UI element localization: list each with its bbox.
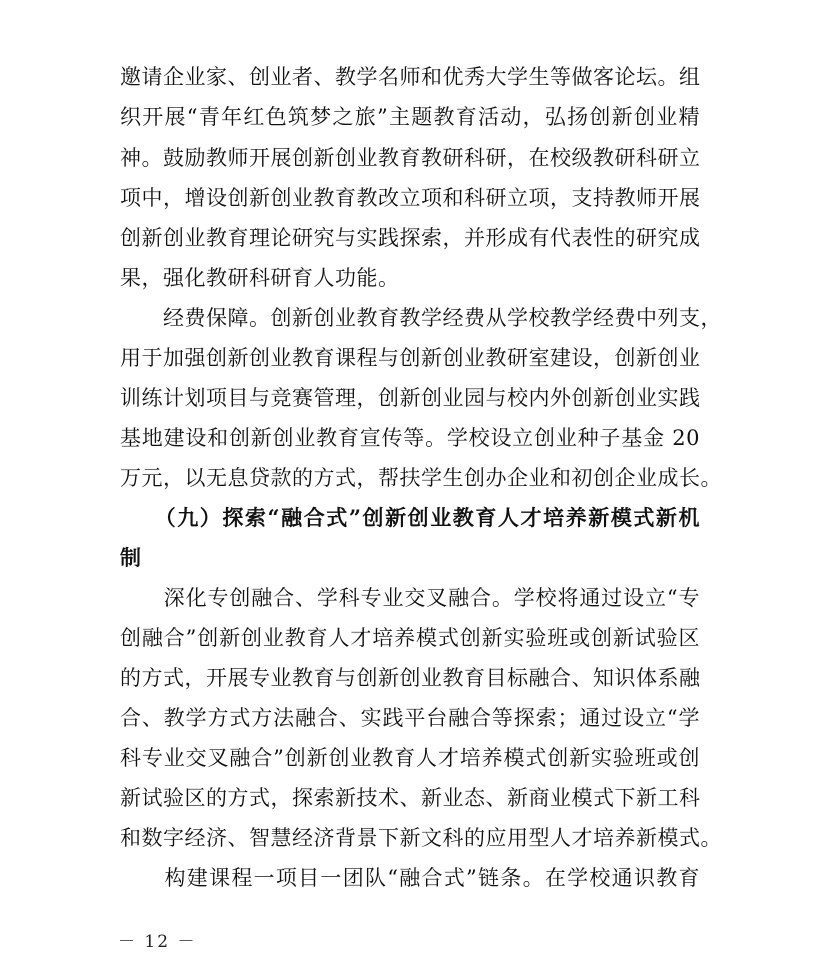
body-text-line: 创融合”创新创业教育人才培养模式创新实验班或创新试验区 [120, 626, 700, 650]
body-text-line: 用于加强创新创业教育课程与创新创业教研室建设，创新创业 [120, 346, 701, 370]
body-text-line: 的方式，开展专业教育与创新创业教育目标融合、知识体系融 [120, 666, 701, 690]
body-text-line: 万元，以无息贷款的方式，帮扶学生创办企业和初创企业成长。 [120, 466, 722, 490]
body-text-line: 神。鼓励教师开展创新创业教育教研科研，在校级教研科研立 [120, 146, 701, 170]
body-text-line: 新试验区的方式，探索新技术、新业态、新商业模式下新工科 [120, 786, 701, 810]
body-text-line: 科专业交叉融合”创新创业教育人才培养模式创新实验班或创 [120, 746, 700, 770]
body-text-line: 训练计划项目与竞赛管理，创新创业园与校内外创新创业实践 [120, 386, 701, 410]
body-text-line: 创新创业教育理论研究与实践探索，并形成有代表性的研究成 [120, 226, 701, 250]
body-text-line: 合、教学方式方法融合、实践平台融合等探索；通过设立“学 [120, 706, 700, 730]
body-text-line: 基地建设和创新创业教育宣传等。学校设立创业种子基金 20 [120, 426, 700, 450]
body-text-line: 项中，增设创新创业教育教改立项和科研立项，支持教师开展 [120, 186, 701, 210]
body-text-line: 深化专创融合、学科专业交叉融合。学校将通过设立“专 [120, 586, 700, 610]
section-heading: （九）探索“融合式”创新创业教育人才培养新模式新机 [120, 505, 700, 530]
body-text-line: 果，强化教研科研育人功能。 [120, 266, 400, 290]
body-text-line: 织开展“青年红色筑梦之旅”主题教育活动，弘扬创新创业精 [120, 105, 700, 129]
body-text-line: 和数字经济、智慧经济背景下新文科的应用型人才培养新模式。 [120, 826, 722, 850]
page-number: － 12 － [118, 932, 197, 952]
body-text-line: 邀请企业家、创业者、教学名师和优秀大学生等做客论坛。组 [120, 65, 701, 89]
section-heading: 制 [120, 545, 142, 570]
body-text-line: 经费保障。创新创业教育教学经费从学校教学经费中列支， [120, 306, 722, 330]
body-text-line: 构建课程一项目一团队“融合式”链条。在学校通识教育 [120, 866, 700, 890]
